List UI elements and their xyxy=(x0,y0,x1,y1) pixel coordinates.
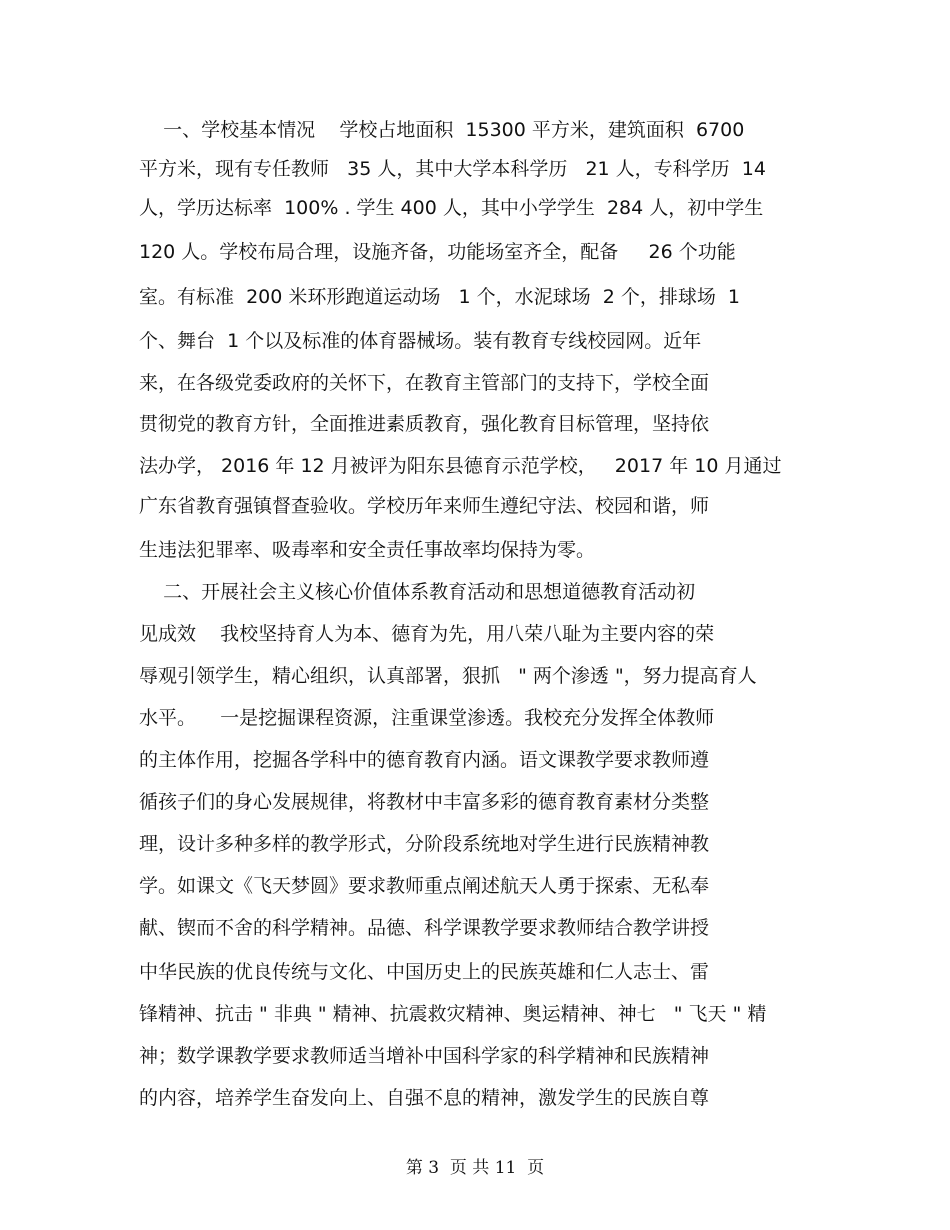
text-line: 的主体作用，挖掘各学科中的德育教育内涵。语文课教学要求教师遵 xyxy=(139,749,710,771)
text-line: 神；数学课教学要求教师适当增补中国科学家的科学精神和民族精神 xyxy=(139,1045,710,1067)
text-line: 学。如课文《飞天梦圆》要求教师重点阐述航天人勇于探索、无私奉 xyxy=(139,875,710,897)
text-line: 人，学历达标率 100% . 学生 400 人，其中小学学生 284 人，初中学生 xyxy=(139,197,764,219)
text-line: 室。有标准 200 米环形跑道运动场 1 个，水泥球场 2 个，排球场 1 xyxy=(139,286,741,308)
text-line: 锋精神、抗击 " 非典 " 精神、抗震救灾精神、奥运精神、神七 " 飞天 " 精 xyxy=(139,1003,767,1025)
text-line: 的内容，培养学生奋发向上、自强不息的精神，激发学生的民族自尊 xyxy=(139,1087,710,1109)
text-line: 中华民族的优良传统与文化、中国历史上的民族英雄和仁人志士、雷 xyxy=(139,961,710,983)
text-line: 二、开展社会主义核心价值体系教育活动和思想道德教育活动初 xyxy=(139,581,696,603)
text-line: 平方米，现有专任教师 35 人，其中大学本科学历 21 人，专科学历 14 xyxy=(139,158,766,180)
text-line: 循孩子们的身心发展规律，将教材中丰富多彩的德育教育素材分类整 xyxy=(139,791,710,813)
text-line: 120 人。学校布局合理，设施齐备，功能场室齐全，配备 26 个功能 xyxy=(139,241,736,263)
text-line: 献、锲而不舍的科学精神。品德、科学课教学要求教师结合教学讲授 xyxy=(139,917,710,939)
text-line: 来，在各级党委政府的关怀下，在教育主管部门的支持下，学校全面 xyxy=(139,372,710,394)
text-line: 水平。 一是挖掘课程资源，注重课堂渗透。我校充分发挥全体教师 xyxy=(139,707,715,729)
page-number-footer: 第 3 页 共 11 页 xyxy=(405,1158,545,1178)
text-line: 辱观引领学生，精心组织，认真部署，狠抓 " 两个渗透 "，努力提高育人 xyxy=(139,665,757,687)
text-line: 见成效 我校坚持育人为本、德育为先，用八荣八耻为主要内容的荣 xyxy=(139,623,715,645)
text-line: 个、舞台 1 个以及标准的体育器械场。装有教育专线校园网。近年 xyxy=(139,330,702,352)
text-line: 广东省教育强镇督查验收。学校历年来师生遵纪守法、校园和谐，师 xyxy=(139,495,710,517)
text-line: 法办学， 2016 年 12 月被评为阳东县德育示范学校， 2017 年 10 月通过 xyxy=(139,455,782,477)
text-line: 理，设计多种多样的教学形式，分阶段系统地对学生进行民族精神教 xyxy=(139,833,710,855)
text-line: 贯彻党的教育方针，全面推进素质教育，强化教育目标管理，坚持依 xyxy=(139,413,710,435)
text-line: 一、学校基本情况 学校占地面积 15300 平方米，建筑面积 6700 xyxy=(139,119,745,141)
text-line: 生违法犯罪率、吸毒率和安全责任事故率均保持为零。 xyxy=(139,539,596,561)
